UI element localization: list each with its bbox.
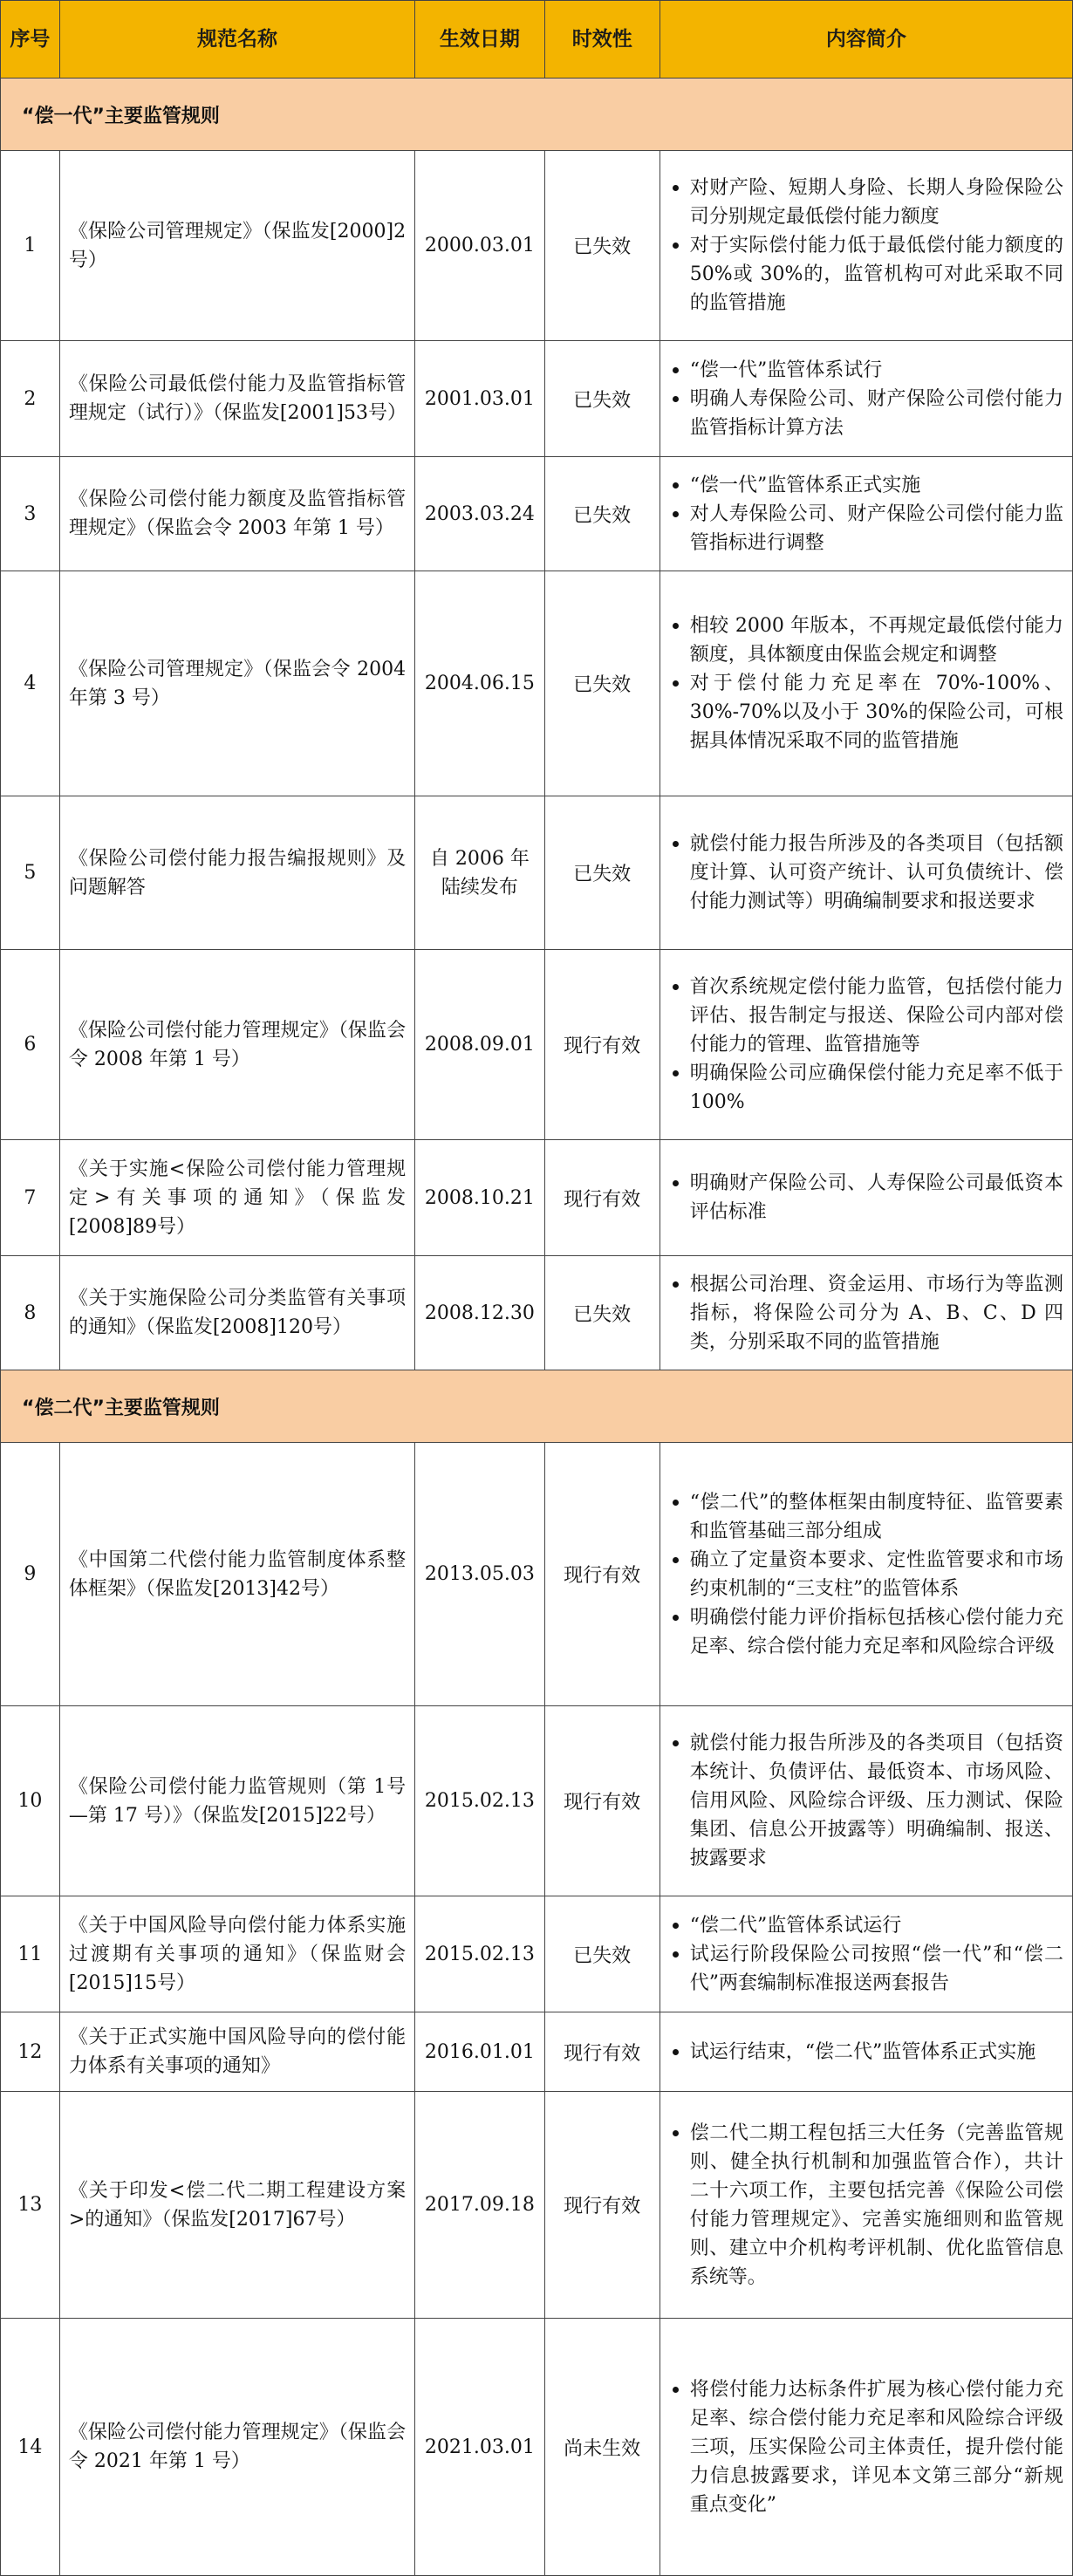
table-row: [1, 1443, 1073, 1706]
table-row: [1, 2319, 1073, 2576]
content-summary: [660, 1443, 1072, 1706]
effective-date: 2013.05.03: [415, 1443, 545, 1706]
summary-bullet-item: 确立了定量资本要求、定性监管要求和市场约束机制的“三支柱”的监管体系: [667, 1546, 1063, 1603]
regulation-name: 《中国第二代偿付能力监管制度体系整体框架》（保监发[2013]42号）: [59, 1443, 414, 1706]
effective-date: 自 2006 年陆续发布: [415, 796, 545, 950]
validity-status: 现行有效: [544, 2012, 660, 2092]
effective-date: 2003.03.24: [415, 457, 545, 571]
summary-bullet-item: 对于实际偿付能力低于最低偿付能力额度的 50%或 30%的，监管机构可对此采取不同的监管措施: [667, 231, 1063, 318]
summary-bullet-item: 明确财产保险公司、人寿保险公司最低资本评估标准: [667, 1169, 1063, 1227]
effective-date: 2016.01.01: [415, 2012, 545, 2092]
regulation-name: 《关于印发<偿二代二期工程建设方案>的通知》（保监发[2017]67号）: [59, 2092, 414, 2319]
row-number: 11: [1, 1896, 60, 2012]
summary-list: [667, 2119, 1063, 2292]
regulation-name: 《关于中国风险导向偿付能力体系实施过渡期有关事项的通知》（保监财会[2015]15号）: [59, 1896, 414, 2012]
summary-bullet-item: 就偿付能力报告所涉及的各类项目（包括资本统计、负债评估、最低资本、市场风险、信用风险、风险综合评级、压力测试、保险集团、信息公开披露等）明确编制、报送、披露要求: [667, 1729, 1063, 1873]
effective-date: 2008.12.30: [415, 1256, 545, 1370]
validity-status: 已失效: [544, 341, 660, 457]
table-row: [1, 571, 1073, 796]
summary-bullet-item: “偿一代”监管体系试行: [667, 356, 1063, 385]
validity-status: 已失效: [544, 1256, 660, 1370]
effective-date: 2008.10.21: [415, 1140, 545, 1256]
summary-bullet-item: 试运行阶段保险公司按照“偿一代”和“偿二代”两套编制标准报送两套报告: [667, 1940, 1063, 1998]
table-row: [1, 950, 1073, 1140]
summary-bullet-item: 明确人寿保险公司、财产保险公司偿付能力监管指标计算方法: [667, 385, 1063, 442]
summary-bullet-item: 首次系统规定偿付能力监管，包括偿付能力评估、报告制定与报送、保险公司内部对偿付能力的管理、监管措施等: [667, 973, 1063, 1059]
summary-list: [667, 2375, 1063, 2519]
row-number: 7: [1, 1140, 60, 1256]
summary-list: [667, 174, 1063, 318]
effective-date: 2017.09.18: [415, 2092, 545, 2319]
summary-list: [667, 1729, 1063, 1873]
validity-status: 现行有效: [544, 1140, 660, 1256]
summary-list: [667, 830, 1063, 916]
row-number: 4: [1, 571, 60, 796]
validity-status: 现行有效: [544, 950, 660, 1140]
row-number: 14: [1, 2319, 60, 2576]
header-row: [1, 1, 1073, 79]
row-number: 5: [1, 796, 60, 950]
regulation-name: 《保险公司偿付能力监管规则（第 1号—第 17 号）》（保监发[2015]22号）: [59, 1706, 414, 1896]
content-summary: [660, 796, 1072, 950]
summary-bullet-item: 对人寿保险公司、财产保险公司偿付能力监管指标进行调整: [667, 500, 1063, 557]
summary-bullet-item: 明确偿付能力评价指标包括核心偿付能力充足率、综合偿付能力充足率和风险综合评级: [667, 1603, 1063, 1661]
table-row: [1, 151, 1073, 341]
summary-bullet-item: 根据公司治理、资金运用、市场行为等监测指标，将保险公司分为 A、B、C、D 四类，分别采取不同的监管措施: [667, 1270, 1063, 1356]
validity-status: 已失效: [544, 796, 660, 950]
row-number: 8: [1, 1256, 60, 1370]
content-summary: [660, 151, 1072, 341]
validity-status: 已失效: [544, 151, 660, 341]
effective-date: 2001.03.01: [415, 341, 545, 457]
content-summary: [660, 457, 1072, 571]
regulation-name: 《保险公司管理规定》（保监会令 2004 年第 3 号）: [59, 571, 414, 796]
effective-date: 2021.03.01: [415, 2319, 545, 2576]
header-summary: 内容简介: [660, 1, 1072, 79]
row-number: 6: [1, 950, 60, 1140]
summary-list: [667, 973, 1063, 1117]
summary-list: [667, 1911, 1063, 1998]
summary-bullet-item: “偿二代”监管体系试运行: [667, 1911, 1063, 1940]
summary-bullet-item: 偿二代二期工程包括三大任务（完善监管规则、健全执行机制和加强监管合作），共计二十六项工作，主要包括完善《保险公司偿付能力管理规定》、完善实施细则和监管规则、建立中介机构考评机制、优化监管信息系统等。: [667, 2119, 1063, 2292]
table-body: [1, 79, 1073, 2576]
table-row: [1, 1706, 1073, 1896]
regulation-name: 《保险公司最低偿付能力及监管指标管理规定（试行）》（保监发[2001]53号）: [59, 341, 414, 457]
header-name: 规范名称: [59, 1, 414, 79]
content-summary: [660, 341, 1072, 457]
row-number: 2: [1, 341, 60, 457]
regulation-name: 《关于正式实施中国风险导向的偿付能力体系有关事项的通知》: [59, 2012, 414, 2092]
table-row: [1, 1896, 1073, 2012]
header-date: 生效日期: [415, 1, 545, 79]
content-summary: [660, 950, 1072, 1140]
row-number: 3: [1, 457, 60, 571]
table-row: [1, 1256, 1073, 1370]
summary-bullet-item: 就偿付能力报告所涉及的各类项目（包括额度计算、认可资产统计、认可负债统计、偿付能力测试等）明确编制要求和报送要求: [667, 830, 1063, 916]
summary-list: [667, 356, 1063, 442]
row-number: 10: [1, 1706, 60, 1896]
effective-date: 2015.02.13: [415, 1706, 545, 1896]
section-header-row: [1, 1370, 1073, 1443]
content-summary: [660, 2012, 1072, 2092]
summary-bullet-item: 将偿付能力达标条件扩展为核心偿付能力充足率、综合偿付能力充足率和风险综合评级三项，压实保险公司主体责任，提升偿付能力信息披露要求，详见本文第三部分“新规重点变化”: [667, 2375, 1063, 2519]
table-row: [1, 2012, 1073, 2092]
section-title: “偿一代”主要监管规则: [1, 79, 1073, 151]
content-summary: [660, 1706, 1072, 1896]
summary-bullet-item: 对财产险、短期人身险、长期人身险保险公司分别规定最低偿付能力额度: [667, 174, 1063, 231]
header-status: 时效性: [544, 1, 660, 79]
content-summary: [660, 1140, 1072, 1256]
validity-status: 已失效: [544, 1896, 660, 2012]
summary-list: [667, 1270, 1063, 1356]
summary-bullet-item: 明确保险公司应确保偿付能力充足率不低于 100%: [667, 1059, 1063, 1117]
regulation-name: 《保险公司偿付能力管理规定》（保监会令 2021 年第 1 号）: [59, 2319, 414, 2576]
regulation-name: 《保险公司偿付能力额度及监管指标管理规定》（保监会令 2003 年第 1 号）: [59, 457, 414, 571]
effective-date: 2015.02.13: [415, 1896, 545, 2012]
validity-status: 尚未生效: [544, 2319, 660, 2576]
row-number: 1: [1, 151, 60, 341]
table-row: [1, 2092, 1073, 2319]
content-summary: [660, 2319, 1072, 2576]
regulation-name: 《关于实施保险公司分类监管有关事项的通知》（保监发[2008]120号）: [59, 1256, 414, 1370]
table-row: [1, 1140, 1073, 1256]
summary-bullet-item: “偿一代”监管体系正式实施: [667, 471, 1063, 500]
validity-status: 已失效: [544, 571, 660, 796]
table-row: [1, 796, 1073, 950]
content-summary: [660, 571, 1072, 796]
summary-bullet-item: 对于偿付能力充足率在 70%-100%、30%-70%以及小于 30%的保险公司，可根据具体情况采取不同的监管措施: [667, 669, 1063, 755]
content-summary: [660, 1896, 1072, 2012]
regulation-name: 《保险公司管理规定》（保监发[2000]2号）: [59, 151, 414, 341]
validity-status: 现行有效: [544, 2092, 660, 2319]
section-title: “偿二代”主要监管规则: [1, 1370, 1073, 1443]
regulation-name: 《保险公司偿付能力管理规定》（保监会令 2008 年第 1 号）: [59, 950, 414, 1140]
section-header-row: [1, 79, 1073, 151]
summary-bullet-item: “偿二代”的整体框架由制度特征、监管要素和监管基础三部分组成: [667, 1488, 1063, 1546]
summary-list: [667, 1169, 1063, 1227]
summary-bullet-item: 试运行结束，“偿二代”监管体系正式实施: [667, 2038, 1063, 2067]
summary-list: [667, 612, 1063, 755]
summary-list: [667, 471, 1063, 557]
content-summary: [660, 2092, 1072, 2319]
validity-status: 已失效: [544, 457, 660, 571]
regulation-name: 《关于实施<保险公司偿付能力管理规定>有关事项的通知》（保监发[2008]89号）: [59, 1140, 414, 1256]
effective-date: 2000.03.01: [415, 151, 545, 341]
content-summary: [660, 1256, 1072, 1370]
row-number: 13: [1, 2092, 60, 2319]
table-row: [1, 341, 1073, 457]
validity-status: 现行有效: [544, 1706, 660, 1896]
effective-date: 2008.09.01: [415, 950, 545, 1140]
header-seq: 序号: [1, 1, 60, 79]
summary-bullet-item: 相较 2000 年版本，不再规定最低偿付能力额度，具体额度由保监会规定和调整: [667, 612, 1063, 669]
row-number: 9: [1, 1443, 60, 1706]
row-number: 12: [1, 2012, 60, 2092]
regulation-name: 《保险公司偿付能力报告编报规则》及问题解答: [59, 796, 414, 950]
validity-status: 现行有效: [544, 1443, 660, 1706]
effective-date: 2004.06.15: [415, 571, 545, 796]
summary-list: [667, 1488, 1063, 1661]
table-row: [1, 457, 1073, 571]
summary-list: [667, 2038, 1063, 2067]
